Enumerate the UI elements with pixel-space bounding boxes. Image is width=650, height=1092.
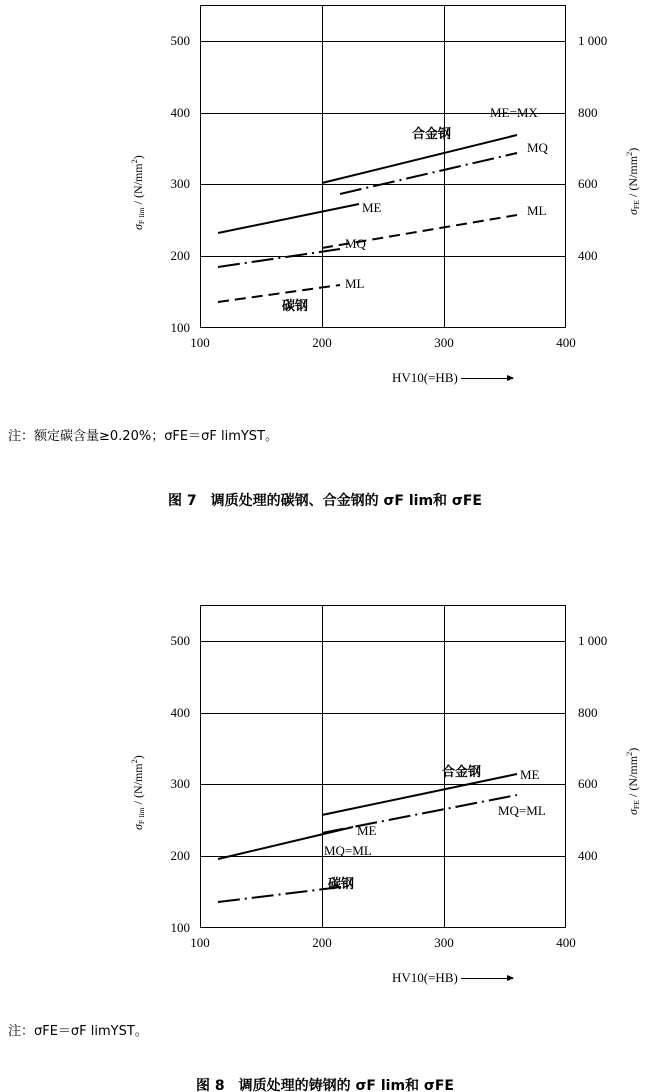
fig8-xtick: 300	[434, 935, 454, 950]
fig8-me-lower-label: ME	[357, 823, 377, 838]
fig7-x-axis-text: HV10(=HB)	[392, 370, 458, 385]
fig8-xtick: 100	[190, 935, 210, 950]
fig7-ytick-right: 600	[578, 176, 598, 191]
fig8-ytick-right: 600	[578, 776, 598, 791]
fig8-xtick: 200	[312, 935, 332, 950]
figure-7	[0, 0, 650, 520]
fig7-caption: 图 7 调质处理的碳钢、合金钢的 σF lim和 σFE	[168, 493, 482, 509]
fig7-carbon-steel-label: 碳钢	[282, 299, 309, 314]
fig7-ytick-right: 800	[578, 105, 598, 120]
fig7-ml-lower-label: ML	[345, 276, 365, 291]
fig7-note: 注：额定碳含量≥0.20%；σFE＝σF limYST。	[8, 429, 278, 444]
fig8-ytick-right: 1 000	[578, 633, 608, 648]
fig7-ytick-right: 400	[578, 248, 598, 263]
fig7-ytick-left: 500	[170, 33, 190, 48]
fig7-ytick-left: 400	[170, 105, 190, 120]
fig8-mq-ml-upper-label: MQ=ML	[498, 803, 546, 818]
fig7-xtick: 100	[190, 335, 210, 350]
fig8-note: 注：σFE＝σF limYST。	[8, 1024, 148, 1039]
fig8-ytick-left: 100	[170, 920, 190, 935]
fig8-plot	[170, 605, 608, 950]
fig7-x-axis-label	[392, 370, 513, 386]
fig8-caption: 图 8 调质处理的铸钢的 σF lim和 σFE	[196, 1078, 454, 1092]
fig7-ml-upper-label: ML	[527, 203, 547, 218]
fig7-xtick: 300	[434, 335, 454, 350]
fig7-mq-lower-label: MQ	[345, 236, 366, 251]
fig7-me-lower-label: ME	[362, 200, 382, 215]
fig7-xtick: 200	[312, 335, 332, 350]
fig7-ytick-left: 200	[170, 248, 190, 263]
fig7-ytick-left: 300	[170, 176, 190, 191]
fig7-y-right-axis-label: $\sigma_{FE} / (N/mm^2)$	[625, 147, 641, 215]
fig8-me-upper-label: ME	[520, 767, 540, 782]
fig8-ytick-left: 200	[170, 848, 190, 863]
fig8-ytick-left: 500	[170, 633, 190, 648]
fig8-x-axis-text: HV10(=HB)	[392, 970, 458, 985]
fig8-mq-ml-lower-label: MQ=ML	[324, 843, 372, 858]
figure-8	[0, 580, 650, 1092]
fig7-mq-upper-label: MQ	[527, 140, 548, 155]
fig7-y-left-axis-label: $\sigma_{F lim} / (N/mm^2)$	[130, 155, 146, 230]
fig8-alloy-steel-label: 合金钢	[442, 765, 482, 780]
fig8-ytick-left: 300	[170, 776, 190, 791]
fig7-xtick: 400	[556, 335, 576, 350]
fig7-curves	[200, 5, 566, 328]
fig8-ytick-right: 400	[578, 848, 598, 863]
fig8-ytick-right: 800	[578, 705, 598, 720]
fig8-ytick-left: 400	[170, 705, 190, 720]
fig7-me-mx-label: ME=MX	[490, 105, 538, 120]
fig8-y-right-axis-label: $\sigma_{FE} / (N/mm^2)$	[625, 747, 641, 815]
fig8-carbon-steel-label: 碳钢	[328, 877, 355, 892]
arrow-icon	[461, 378, 513, 379]
fig8-y-left-axis-label: $\sigma_{F lim} / (N/mm^2)$	[130, 755, 146, 830]
fig8-curves	[200, 605, 566, 928]
arrow-icon	[461, 978, 513, 979]
fig7-ytick-right: 1 000	[578, 33, 608, 48]
fig7-alloy-steel-label: 合金钢	[412, 127, 452, 142]
fig8-xtick: 400	[556, 935, 576, 950]
fig7-plot	[170, 5, 608, 350]
fig8-x-axis-label	[392, 970, 513, 986]
fig7-ytick-left: 100	[170, 320, 190, 335]
